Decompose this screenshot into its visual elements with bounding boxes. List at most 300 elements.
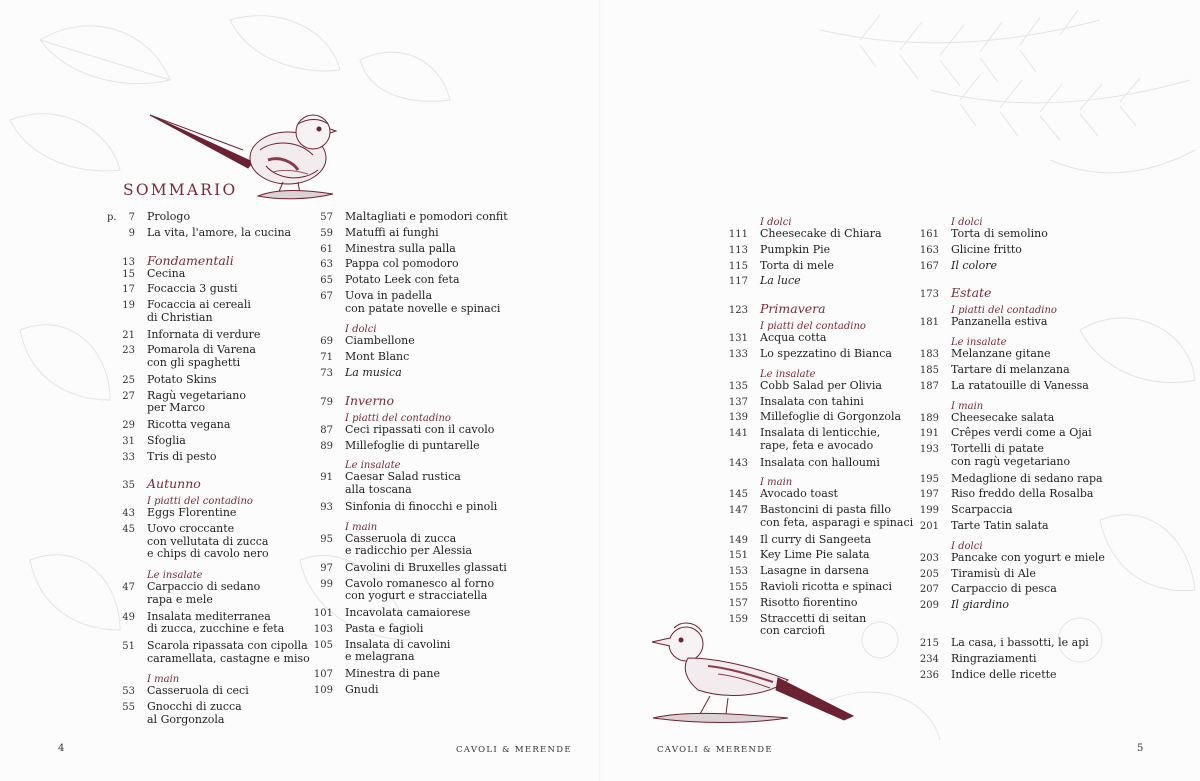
toc-category: I dolci [951, 217, 983, 228]
page-prefix: p. [107, 212, 117, 223]
toc-entry[interactable] [107, 419, 307, 435]
toc-entry[interactable] [720, 348, 920, 364]
entry-title-line: di Christian [147, 310, 213, 324]
toc-entry[interactable] [720, 488, 920, 504]
section-title: Estate [951, 285, 992, 301]
entry-title [760, 581, 892, 594]
entry-page-number: 155 [728, 581, 748, 593]
toc-entry[interactable] [911, 583, 1111, 599]
entry-title-line: Mont Blanc [345, 350, 410, 364]
entry-title-line: al Gorgonzola [147, 712, 225, 726]
toc-entry[interactable] [911, 637, 1111, 653]
toc-entry[interactable] [305, 578, 505, 607]
entry-title-line: Insalata di cavolini [345, 637, 451, 651]
section-page-number: 13 [122, 256, 135, 268]
entry-title-line: Focaccia ai cereali [147, 298, 251, 312]
entry-page-number: 47 [122, 582, 135, 594]
entry-title [345, 351, 409, 364]
entry-title-line: Uovo croccante [147, 522, 235, 536]
toc-entry[interactable] [911, 228, 1111, 244]
entry-title-line: Melanzane gitane [951, 347, 1051, 361]
toc-section[interactable] [720, 291, 920, 316]
entry-title-line: e melagrana [345, 650, 415, 664]
entry-title [345, 258, 459, 271]
entry-title [345, 274, 460, 287]
entry-title-line: Insalata con halloumi [760, 455, 880, 469]
toc-entry[interactable] [911, 260, 1111, 276]
entry-title [147, 227, 291, 240]
entry-title-line: Cheesecake di Chiara [760, 227, 882, 240]
entry-title-line: alla toscana [345, 482, 412, 496]
toc-entry[interactable] [911, 568, 1111, 584]
entry-title-line: Ricotta vegana [147, 417, 231, 431]
entry-title [951, 412, 1054, 425]
entry-page-number: 97 [320, 562, 333, 574]
entry-page-number: 207 [919, 584, 939, 596]
toc-entry[interactable] [305, 258, 505, 274]
entry-title [345, 562, 507, 575]
entry-page-number: 236 [919, 669, 939, 681]
toc-category: Le insalate [951, 337, 1007, 349]
toc-entry[interactable] [911, 316, 1111, 332]
entry-page-number: 141 [728, 428, 748, 440]
toc-entry[interactable] [305, 607, 505, 623]
entry-title-line: Matuffi ai funghi [345, 225, 439, 239]
entry-title-line: Uova in padella [345, 288, 433, 302]
entry-title [951, 443, 1070, 468]
toc-entry[interactable] [720, 581, 920, 597]
entry-title-line: Ringraziamenti [951, 651, 1037, 665]
entry-title [147, 701, 242, 726]
toc-entry[interactable] [305, 639, 505, 668]
entry-title [951, 488, 1093, 501]
entry-title-line: Ragù vegetariano [147, 388, 247, 402]
toc-entry[interactable] [305, 367, 505, 383]
toc-entry[interactable] [305, 424, 505, 440]
entry-title-line: Focaccia 3 gusti [147, 282, 238, 296]
entry-title-line: per Marco [147, 401, 206, 415]
toc-entry[interactable] [911, 380, 1111, 396]
entry-page-number: 111 [728, 229, 748, 240]
toc-entry[interactable] [911, 244, 1111, 260]
entry-page-number: 87 [320, 424, 333, 436]
entry-page-number: 91 [320, 472, 333, 484]
entry-page-number: 105 [313, 639, 333, 651]
toc-entry[interactable] [720, 275, 920, 291]
entry-page-number: 89 [320, 440, 333, 452]
entry-page-number: 137 [728, 396, 748, 408]
entry-title-line: Eggs Florentine [147, 506, 237, 520]
entry-title-line: Cavolini di Bruxelles glassati [345, 560, 507, 574]
entry-title [147, 419, 230, 432]
toc-category: I piatti del contadino [345, 412, 451, 424]
entry-title-line: Millefoglie di Gorgonzola [760, 410, 902, 424]
entry-title-line: Tiramisù di Ale [951, 566, 1036, 580]
section-page-number: 123 [728, 305, 748, 317]
section-page-number: 79 [320, 396, 333, 408]
entry-title-line: Glicine fritto [951, 242, 1022, 256]
toc-entry[interactable] [911, 473, 1111, 489]
entry-title-line: con vellutata di zucca [147, 534, 269, 548]
entry-page-number: 9 [128, 227, 135, 239]
entry-title [345, 471, 461, 496]
entry-page-number: 101 [313, 608, 333, 620]
toc-entry[interactable] [107, 211, 307, 227]
toc-category: I main [345, 521, 378, 533]
toc-entry[interactable] [107, 227, 307, 243]
entry-page-number: 157 [728, 597, 748, 609]
entry-title-line: Pomarola di Varena [147, 343, 256, 357]
entry-page-number: 185 [919, 364, 939, 376]
entry-title [951, 364, 1070, 377]
toc-entry[interactable] [305, 471, 505, 500]
entry-title-line: Indice delle ricette [951, 667, 1057, 681]
page-title: SOMMARIO [123, 181, 238, 199]
toc-entry[interactable] [911, 669, 1111, 685]
entry-title-line: Key Lime Pie salata [760, 548, 870, 562]
entry-title-line: Prologo [147, 210, 191, 223]
toc-entry[interactable] [720, 260, 920, 276]
entry-title-line: Tartare di melanzana [951, 362, 1070, 376]
toc-category: Le insalate [147, 570, 203, 582]
entry-title [345, 227, 439, 240]
section-page-number: 173 [919, 289, 939, 301]
toc-category: I piatti del contadino [147, 496, 253, 508]
section-title: Inverno [345, 392, 394, 408]
toc-section[interactable] [911, 275, 1111, 300]
entry-title-line: e chips di cavolo nero [147, 547, 269, 561]
toc-entry[interactable] [720, 427, 920, 456]
toc-entry[interactable] [305, 290, 505, 319]
toc-entry[interactable] [107, 344, 307, 373]
toc-column-4 [911, 212, 1111, 684]
entry-title-line: La ratatouille di Vanessa [951, 378, 1089, 392]
entry-title [760, 332, 826, 345]
entry-title-line: Ciambellone [345, 334, 415, 348]
entry-page-number: 133 [728, 348, 748, 360]
entry-title-line: Casseruola di zucca [345, 531, 457, 545]
entry-title [345, 243, 456, 256]
entry-title-line: Casseruola di ceci [147, 684, 249, 698]
entry-title [951, 348, 1051, 361]
left-page-number: 4 [58, 743, 65, 754]
toc-category: I dolci [951, 540, 983, 552]
entry-title [951, 473, 1103, 486]
entry-page-number: 71 [320, 352, 333, 364]
entry-page-number: 113 [728, 244, 748, 256]
entry-title [345, 668, 440, 681]
toc-entry[interactable] [107, 638, 310, 669]
toc-entry[interactable] [305, 533, 505, 562]
entry-title [951, 244, 1022, 257]
entry-page-number: 95 [320, 533, 333, 545]
entry-title [951, 427, 1092, 440]
entry-title-line: Il colore [951, 258, 998, 272]
entry-title-line: Crêpes verdi come a Ojai [951, 426, 1092, 440]
toc-entry[interactable] [305, 274, 505, 290]
toc-entry[interactable] [911, 427, 1111, 443]
entry-title [147, 374, 217, 387]
entry-title [760, 488, 838, 501]
entry-page-number: 51 [122, 640, 135, 652]
entry-page-number: 19 [122, 300, 135, 312]
entry-title [345, 501, 497, 514]
entry-title-line: Minestra di pane [345, 667, 441, 681]
entry-page-number: 73 [320, 367, 333, 379]
entry-title [951, 552, 1105, 565]
entry-title-line: con patate novelle e spinaci [345, 301, 501, 315]
toc-entry[interactable] [911, 364, 1111, 380]
entry-title-line: Ceci ripassati con il cavolo [345, 422, 495, 436]
entry-title [147, 329, 260, 342]
entry-page-number: 43 [122, 508, 135, 520]
entry-title [760, 597, 858, 610]
entry-title [147, 523, 269, 561]
toc-entry[interactable] [305, 684, 505, 700]
toc-category: I main [760, 477, 793, 489]
toc-entry[interactable] [911, 443, 1111, 472]
entry-title-line: rape, feta e avocado [760, 438, 874, 452]
entry-page-number: 131 [728, 333, 748, 345]
toc-entry[interactable] [720, 549, 920, 565]
entry-title-line: Pancake con yogurt e miele [951, 550, 1105, 564]
entry-title-line: Pumpkin Pie [760, 242, 831, 256]
entry-title [147, 581, 260, 606]
entry-title [951, 583, 1057, 596]
toc-entry[interactable] [107, 268, 307, 284]
entry-page-number: 187 [919, 380, 939, 392]
toc-entry[interactable] [911, 552, 1111, 568]
entry-title [147, 451, 217, 464]
entry-title-line: Ravioli ricotta e spinaci [760, 579, 892, 593]
entry-page-number: 53 [122, 686, 135, 698]
toc-entry[interactable] [305, 227, 505, 243]
entry-title-line: Risotto fiorentino [760, 595, 858, 609]
entry-page-number: 203 [919, 552, 939, 564]
toc-entry[interactable] [720, 411, 920, 427]
toc-section[interactable] [107, 243, 307, 268]
entry-title-line: Minestra sulla palla [345, 241, 456, 255]
entry-title-line: Lo spezzatino di Bianca [760, 346, 892, 360]
entry-title-line: Panzanella estiva [951, 315, 1048, 329]
toc-entry[interactable] [720, 332, 920, 348]
entry-page-number: 197 [919, 489, 939, 501]
entry-page-number: 199 [919, 505, 939, 517]
entry-page-number: 21 [122, 329, 135, 341]
entry-page-number: 107 [313, 669, 333, 681]
entry-title [760, 549, 870, 562]
entry-page-number: 61 [320, 243, 333, 255]
toc-entry[interactable] [305, 335, 505, 351]
entry-title [345, 607, 470, 620]
entry-title [345, 211, 508, 224]
toc-category: I piatti del contadino [951, 305, 1057, 317]
toc-entry[interactable] [305, 351, 505, 367]
entry-page-number: 65 [320, 275, 333, 287]
entry-title-line: con feta, asparagi e spinaci [760, 515, 914, 529]
entry-title-line: Pappa col pomodoro [345, 257, 459, 271]
toc-entry[interactable] [305, 243, 505, 259]
entry-page-number: 31 [122, 435, 135, 447]
entry-title-line: rapa e mele [147, 592, 213, 606]
toc-entry[interactable] [305, 562, 505, 578]
toc-entry[interactable] [305, 440, 505, 456]
entry-title-line: caramellata, castagne e miso [147, 651, 310, 665]
toc-entry[interactable] [107, 523, 307, 565]
entry-title [345, 684, 379, 697]
entry-title [760, 260, 834, 273]
toc-entry[interactable] [107, 701, 307, 730]
entry-title-line: Insalata con tahini [760, 394, 864, 408]
entry-page-number: 15 [122, 268, 135, 280]
section-title: Autunno [147, 476, 201, 492]
toc-entry[interactable] [720, 504, 920, 533]
toc-entry[interactable] [911, 653, 1111, 669]
section-title: Fondamentali [147, 252, 234, 268]
entry-title [760, 228, 882, 241]
toc-entry[interactable] [911, 488, 1111, 504]
toc-entry[interactable] [720, 565, 920, 581]
entry-title [760, 427, 880, 452]
entry-title [147, 211, 190, 224]
entry-title-line: Scarpaccia [951, 503, 1013, 517]
entry-title-line: Carpaccio di sedano [147, 580, 261, 594]
toc-category: Le insalate [760, 368, 816, 380]
toc-entry[interactable] [911, 412, 1111, 428]
entry-page-number: 49 [122, 611, 135, 623]
toc-entry[interactable] [305, 668, 505, 684]
entry-title-line: La luce [760, 274, 801, 288]
entry-title-line: Bastoncini di pasta fillo [760, 503, 891, 517]
toc-entry[interactable] [305, 210, 508, 227]
entry-title-line: Cobb Salad per Olivia [760, 378, 882, 392]
entry-title-line: Insalata di lenticchie, [760, 426, 881, 440]
toc-entry[interactable] [911, 504, 1111, 520]
toc-entry[interactable] [107, 581, 307, 610]
toc-entry[interactable] [107, 329, 307, 345]
entry-title [147, 435, 186, 448]
toc-section[interactable] [305, 383, 505, 408]
left-running-title: CAVOLI & MERENDE [456, 745, 572, 755]
toc-section[interactable] [107, 466, 307, 491]
toc-entry[interactable] [107, 374, 307, 390]
entry-title-line: Sfoglia [147, 433, 186, 447]
entry-title-line: Scarola ripassata con cipolla [147, 638, 308, 652]
entry-title [345, 533, 472, 558]
toc-entry[interactable] [107, 451, 307, 467]
entry-title-line: Potato Skins [147, 372, 217, 386]
toc-category: I dolci [345, 324, 377, 336]
entry-title-line: Cecina [147, 266, 186, 280]
toc-entry[interactable] [107, 685, 307, 701]
toc-entry[interactable] [911, 520, 1111, 536]
toc-column-3 [720, 212, 920, 642]
toc-entry[interactable] [107, 283, 307, 299]
entry-title [760, 565, 869, 578]
entry-page-number: 189 [919, 412, 939, 424]
entry-title-line: Infornata di verdure [147, 327, 261, 341]
toc-entry[interactable] [720, 228, 920, 244]
toc-entry[interactable] [305, 623, 505, 639]
toc-entry[interactable] [720, 396, 920, 412]
entry-page-number: 45 [122, 524, 135, 536]
toc-entry[interactable] [107, 435, 307, 451]
entry-title-line: e radicchio per Alessia [345, 544, 473, 558]
entry-page-number: 209 [919, 600, 939, 612]
entry-title [147, 283, 237, 296]
entry-title [147, 268, 185, 281]
entry-title-line: Riso freddo della Rosalba [951, 487, 1094, 501]
entry-page-number: 23 [122, 345, 135, 357]
entry-title [760, 504, 913, 529]
entry-title [345, 639, 450, 664]
entry-page-number: 135 [728, 380, 748, 392]
entry-title-line: con yogurt e stracciatella [345, 589, 488, 603]
entry-title-line: Acqua cotta [760, 331, 827, 345]
toc-entry[interactable] [720, 457, 920, 473]
toc-entry[interactable] [720, 380, 920, 396]
entry-page-number: 167 [919, 260, 939, 272]
entry-page-number: 139 [728, 412, 748, 424]
entry-page-number: 25 [122, 374, 135, 386]
entry-page-number: 27 [122, 390, 135, 402]
entry-title [345, 367, 402, 380]
toc-entry[interactable] [720, 244, 920, 260]
entry-page-value: 7 [128, 212, 135, 223]
entry-title [345, 623, 423, 636]
toc-entry[interactable] [720, 534, 920, 550]
entry-page-number: 143 [728, 457, 748, 469]
toc-column-2 [305, 210, 508, 700]
entry-title-line: con ragù vegetariano [951, 454, 1071, 468]
entry-title-line: di zucca, zucchine e feta [147, 622, 285, 636]
entry-title [951, 669, 1057, 682]
entry-page-number: 181 [919, 317, 939, 329]
toc-entry[interactable] [911, 599, 1111, 615]
entry-title-line: Tris di pesto [147, 449, 217, 463]
toc-entry[interactable] [107, 299, 307, 328]
entry-page-number: 59 [320, 227, 333, 239]
toc-entry[interactable] [720, 597, 920, 613]
entry-title [345, 578, 494, 603]
entry-page-number: 69 [320, 336, 333, 348]
toc-entry[interactable] [107, 507, 307, 523]
entry-title-line: Straccetti di seitan [760, 611, 867, 625]
entry-title [951, 380, 1089, 393]
toc-entry[interactable] [107, 390, 307, 419]
entry-title [760, 411, 901, 424]
section-page-number: 35 [122, 480, 135, 492]
toc-entry[interactable] [107, 611, 307, 640]
entry-page-number: 183 [919, 349, 939, 361]
toc-gap [911, 615, 1111, 637]
entry-page-number: 163 [919, 244, 939, 256]
entry-title-line: Potato Leek con feta [345, 273, 460, 287]
entry-title-line: La casa, i bassotti, le api [951, 635, 1089, 649]
toc-entry[interactable] [911, 348, 1111, 364]
entry-page-number: 161 [919, 229, 939, 240]
entry-title-line: Torta di mele [760, 258, 834, 272]
toc-entry[interactable] [720, 613, 920, 642]
entry-title [147, 611, 284, 636]
entry-page-number: 99 [320, 578, 333, 590]
entry-title [951, 520, 1049, 533]
toc-entry[interactable] [305, 501, 505, 517]
entry-title [951, 637, 1089, 650]
toc-category: I main [951, 400, 984, 412]
entry-title [345, 440, 480, 453]
entry-title-line: La musica [345, 365, 402, 379]
